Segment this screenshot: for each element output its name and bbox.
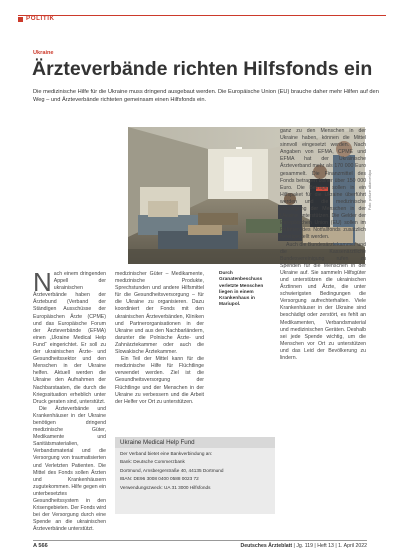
article-headline: Ärzteverbände richten Hilfsfonds ein [32, 58, 373, 80]
body-paragraph [33, 267, 106, 406]
fund-info-box [115, 437, 275, 514]
body-column-1 [33, 267, 106, 533]
info-box-line: IBAN: DE96 3008 0400 0588 0023 72 [120, 476, 199, 482]
page-number: A 566 [33, 543, 48, 549]
section-label: POLITIK [26, 15, 55, 22]
section-rule [18, 15, 386, 22]
article-kicker: Ukraine [33, 50, 54, 56]
info-box-line: Bank: Deutsche Commerzbank [120, 459, 185, 465]
section-marker [18, 17, 23, 22]
body-column-2 [115, 271, 204, 406]
footer-rule [33, 540, 367, 541]
info-box-line: Verwendungszweck: UA 31 3000 Hilfsfonds [120, 484, 211, 490]
body-paragraph: Ein Teil der Mittel kann für die medizinische Hilfe für Flüchtlinge verwendet werden. Ziel ist die Gesundheitsversorgung der Flüchtlinge und der Menschen in der Ukraine zu verbessern und die Arbeit der Helfer vor Ort zu unterstützen. [115, 356, 204, 405]
body-paragraph: ganz zu den Menschen in der Ukraine haben, können die Mittel sinnvoll eingesetzt werden. Nach Angaben von EFMA, CPME und EFMA hat der Ukrainische Ärzteverband mehr als 170 000 Euro gesammelt. Die Finanzmittel des Fonds betragen bisher über 150 000 Euro. Die Beträge sollen in ein Hilfspaket für die Ukraine überführt werden und die medizinische Versorgung der Menschen in der Ukraine unterstützen. Die Gelder der Europäischen Union (EU) sollen im Rahmen des Notfallfonds zusätzlich bereitgestellt werden. [280, 128, 366, 241]
journal-name: Deutsches Ärzteblatt [240, 543, 293, 549]
journal-issue: | Jg. 119 | Heft 13 | 1. April 2022 [292, 543, 367, 549]
body-column-3 [280, 128, 366, 362]
photo-caption [219, 271, 274, 309]
journal-citation [241, 543, 368, 549]
body-paragraph: medizinischer Güter – Medikamente, medizinische Produkte, Sprechstunden und andere Hilfsmittel für die Gesundheitsversorgung – für die Ukraine zu organisieren. Dazu koordiniert der Fonds mit den ukrainischen Ärzteverbänden, Kliniken und Partnerorganisationen in der Ukraine und aus den Nachbarländern, darunter die Polnische Ärzte- und Zahnärztekammer oder auch die Slowakische Ärztekammer. [115, 271, 204, 356]
caption-bold: Durch Granatenbeschuss verletzte Menschen liegen in einem Krankenhaus in Mariupol. [219, 271, 264, 308]
info-box-title: Ukraine Medical Help Fund [115, 437, 275, 448]
body-paragraph: Auch die Bundesärztekammer und die Kassenärztliche Bundesvereinigung rufen zu Spenden für die Menschen in der Ukraine auf. Sie sammeln Hilfsgüter und unterstützen die ukrainischen Ärztinnen und Ärzte, die unter schwierigsten Bedingungen die Versorgung aufrechterhalten. Viele Krankenhäuser in der Ukraine sind beschädigt oder zerstört, es fehlt an Medikamenten, Verbandsmaterial und medizinischen Geräten. Deshalb sei jede Spende wichtig, um die Menschen vor Ort zu unterstützen und das Leid der Bevölkerung zu lindern. [280, 241, 366, 361]
body-paragraph: Die Ärzteverbände und Krankenhäuser in der Ukraine benötigen dringend medizinische Güter, Medikamente und Sanitätsmaterialien, Verbandsmaterial und die Versorgung von traumatisierten und Verletzten Patienten. Die Mittel des Fonds sollen Ärzten und Krankenhäusern zugutekommen. Hilfe gegen ein unterbesetztes Gesundheitssystem in den Krisengebieten. Der Fonds wird bei der Versorgung durch eine Spende an die ukrainischen Ärzteverbände unterstützt. [33, 405, 106, 533]
info-box-line: Dortmund, Arnsbergerstraße 40, 44135 Dortmund [120, 467, 224, 473]
dropcap: N [33, 267, 52, 297]
body-text: ach einem dringenden Appell der ukrainischen Ärzteverbände haben der Ärztebund (Verband der Ständigen Ausschüsse der Europäischen Ärzte (CPME) und das Europäische Forum der Ärzteverbände (EFMA) einen „Ukraine Medical Help Fund“ eingerichtet. Er soll zu der ukrainischen Ärzte- und Gesundheitssektor und den Menschen in der Ukraine helfen. Aktuell werden die Ukraine den Aufnahmen der Nachbarstaaten, die durch die Kriegssituation erheblich unter Druck geraten sind, unterstützt. [33, 271, 106, 405]
photo-credit: Foto: picture alliance/dpa [368, 170, 372, 211]
article-lead: Die medizinische Hilfe für die Ukraine muss dringend ausgebaut werden. Die Europäische Union (EU) brauche daher mehr Hilfen auf den Weg – und Ärzteverbände richteten gemeinsam einen Hilfsfonds ein. [33, 89, 379, 103]
info-box-line: Der Verband bietet eine Bankverbindung an: [120, 451, 213, 456]
